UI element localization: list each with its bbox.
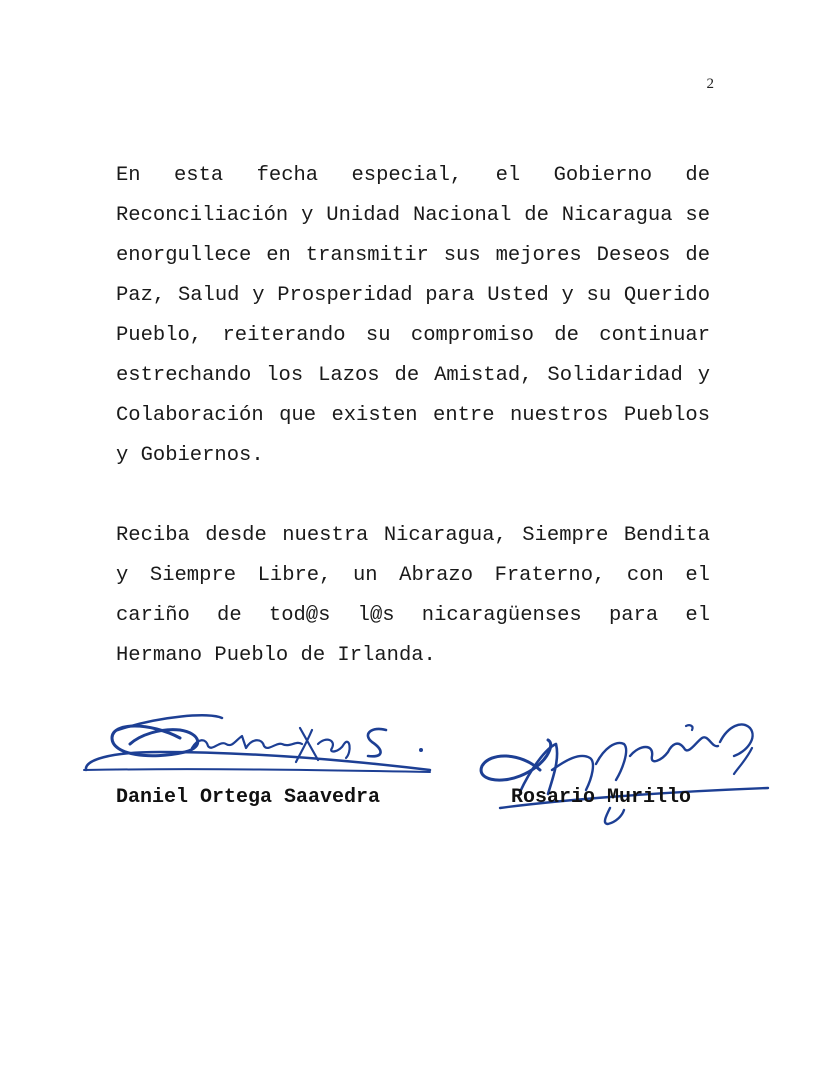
body-paragraph-2: Reciba desde nuestra Nicaragua, Siempre Bendita y Siempre Libre, un Abrazo Fraterno, con el cariño de tod@s l@s nicaragüenses para el Hermano Pueblo de Irlanda.	[116, 524, 710, 667]
signer-name-rosario-murillo: Rosario Murillo	[511, 786, 692, 809]
signer-name-daniel-ortega: Daniel Ortega Saavedra	[116, 786, 381, 809]
signature-daniel-ortega	[84, 715, 430, 772]
page-number: 2	[706, 76, 714, 92]
body-paragraph-1: En esta fecha especial, el Gobierno de Reconciliación y Unidad Nacional de Nicaragua se enorgullece en transmitir sus mejores Deseos de Paz, Salud y Prosperidad para Usted y su Querido Pueblo, reiterando su compromiso de continuar estrechando los Lazos de Amistad, Solidaridad y Colaboración que existen entre nuestros Pueblos y Gobiernos.	[116, 164, 710, 467]
